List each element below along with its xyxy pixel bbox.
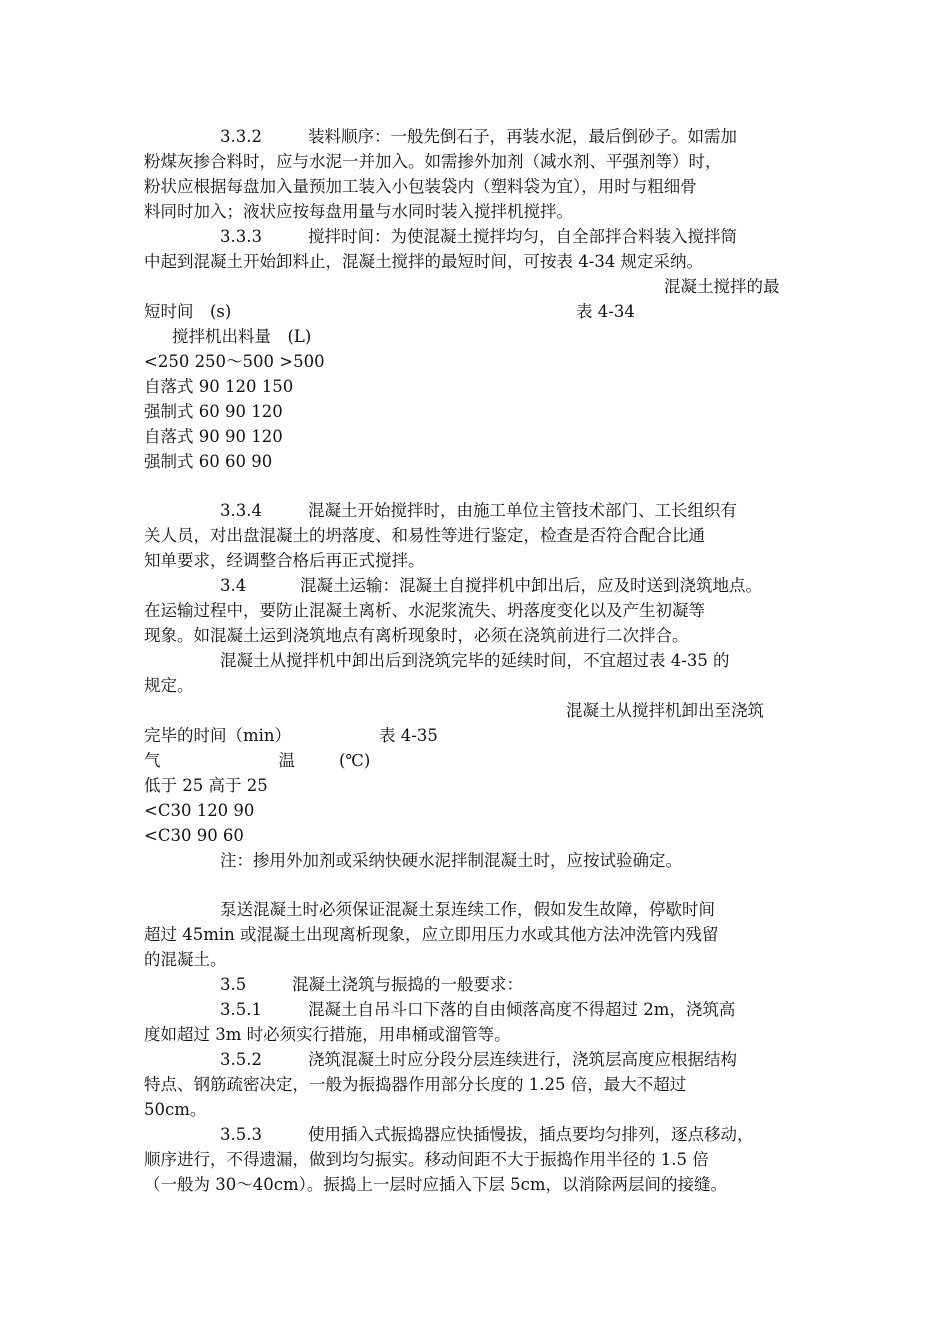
table-4-35-title-a: 混凝土从搅拌机卸出至浇筑 bbox=[566, 701, 764, 720]
para-3-3-2-line-3: 粉状应根据每盘加入量预加工装入小包装袋内（塑料袋为宜），用时与粗细骨 bbox=[144, 177, 697, 196]
para-3-3-2-line-2: 粉煤灰掺合料时，应与水泥一并加入。如需掺外加剂（减水剂、平强剂等）时， bbox=[144, 152, 722, 171]
para-text: 混凝土自吊斗口下落的自由倾落高度不得超过 2m，浇筑高 bbox=[308, 1000, 736, 1019]
section-number: 3.3.3 bbox=[220, 227, 262, 246]
table-4-34-number: 表 4-34 bbox=[576, 302, 635, 321]
para-3-5-1-line-2: 度如超过 3m 时必须实行措施，用串桶或溜管等。 bbox=[144, 1025, 511, 1044]
para-3-4-line-4: 混凝土从搅拌机中卸出后到浇筑完毕的延续时间，不宜超过表 4-35 的 bbox=[220, 651, 730, 670]
section-number: 3.3.2 bbox=[220, 127, 262, 146]
table-4-34-row-1: 搅拌机出料量 (L) bbox=[172, 327, 312, 346]
para-3-5-2-line-3: 50cm。 bbox=[144, 1100, 207, 1119]
header-cell: 气 bbox=[144, 751, 161, 770]
table-4-35-title-row bbox=[144, 723, 438, 748]
table-4-34-row-3: 自落式 90 120 150 bbox=[144, 377, 294, 396]
table-4-34-row-4: 强制式 60 90 120 bbox=[144, 402, 283, 421]
para-text: 搅拌时间：为使混凝土搅拌均匀，自全部拌合料装入搅拌筒 bbox=[308, 227, 737, 246]
section-number: 3.5.3 bbox=[220, 1125, 262, 1144]
table-4-35-row-3: <C30 120 90 bbox=[144, 801, 255, 820]
para-3-5-line-1 bbox=[220, 972, 523, 997]
para-text: 混凝土浇筑与振捣的一般要求： bbox=[292, 975, 523, 994]
para-3-4-line-5: 规定。 bbox=[144, 676, 194, 695]
para-3-4-line-3: 现象。如混凝土运到浇筑地点有离析现象时，必须在浇筑前进行二次拌合。 bbox=[144, 626, 689, 645]
document-page bbox=[144, 0, 810, 1344]
table-4-34-title-b: 短时间 (s) bbox=[144, 302, 232, 321]
para-3-5-1-line-1 bbox=[220, 997, 735, 1022]
header-cell: 温 bbox=[278, 751, 295, 770]
para-pump-line-3: 的混凝土。 bbox=[144, 950, 227, 969]
para-3-3-2-line-4: 料同时加入；液状应按每盘用量与水同时装入搅拌机搅拌。 bbox=[144, 202, 573, 221]
para-3-3-2-line-1 bbox=[220, 124, 737, 149]
para-3-5-3-line-2: 顺序进行，不得遗漏，做到均匀振实。移动间距不大于振捣作用半径的 1.5 倍 bbox=[144, 1150, 709, 1169]
table-4-35-row-4: <C30 90 60 bbox=[144, 826, 244, 845]
table-4-35-title-b: 完毕的时间（min） bbox=[144, 726, 292, 745]
para-text: 浇筑混凝土时应分段分层连续进行，浇筑层高度应根据结构 bbox=[308, 1050, 737, 1069]
table-4-34-title-row bbox=[144, 299, 635, 324]
table-4-34-title-a: 混凝土搅拌的最 bbox=[664, 277, 780, 296]
para-3-4-line-2: 在运输过程中，要防止混凝土离析、水泥浆流失、坍落度变化以及产生初凝等 bbox=[144, 601, 705, 620]
section-number: 3.5.1 bbox=[220, 1000, 262, 1019]
para-text: 装料顺序：一般先倒石子，再装水泥，最后倒砂子。如需加 bbox=[308, 127, 737, 146]
para-3-4-line-1 bbox=[220, 573, 762, 598]
table-4-35-row-2: 低于 25 高于 25 bbox=[144, 776, 268, 795]
para-3-5-3-line-3: （一般为 30～40cm）。振捣上一层时应插入下层 5cm，以消除两层间的接缝。 bbox=[144, 1175, 728, 1194]
para-3-3-3-line-2: 中起到混凝土开始卸料止，混凝土搅拌的最短时间，可按表 4-34 规定采纳。 bbox=[144, 252, 704, 271]
para-3-5-3-line-1 bbox=[220, 1122, 754, 1147]
para-3-3-4-line-2: 关人员，对出盘混凝土的坍落度、和易性等进行鉴定，检查是否符合配合比通 bbox=[144, 526, 705, 545]
para-text: 使用插入式振捣器应快插慢拔，插点要均匀排列，逐点移动， bbox=[308, 1125, 754, 1144]
section-number: 3.3.4 bbox=[220, 501, 262, 520]
para-text: 混凝土开始搅拌时，由施工单位主管技术部门、工长组织有 bbox=[308, 501, 737, 520]
para-3-5-2-line-1 bbox=[220, 1047, 737, 1072]
section-number: 3.4 bbox=[220, 576, 247, 595]
para-pump-line-1: 泵送混凝土时必须保证混凝土泵连续工作，假如发生故障，停歇时间 bbox=[220, 900, 715, 919]
table-4-35-note: 注：掺用外加剂或采纳快硬水泥拌制混凝土时，应按试验确定。 bbox=[220, 851, 682, 870]
section-number: 3.5 bbox=[220, 975, 247, 994]
para-text: 混凝土运输：混凝土自搅拌机中卸出后，应及时送到浇筑地点。 bbox=[300, 576, 762, 595]
para-3-5-2-line-2: 特点、钢筋疏密决定，一般为振捣器作用部分长度的 1.25 倍，最大不超过 bbox=[144, 1075, 687, 1094]
para-3-3-4-line-3: 知单要求，经调整合格后再正式搅拌。 bbox=[144, 551, 425, 570]
para-pump-line-2: 超过 45min 或混凝土出现离析现象，应立即用压力水或其他方法冲洗管内残留 bbox=[144, 925, 719, 944]
table-4-35-row-1 bbox=[144, 748, 370, 773]
table-4-35-number: 表 4-35 bbox=[379, 726, 438, 745]
section-number: 3.5.2 bbox=[220, 1050, 262, 1069]
table-4-34-row-6: 强制式 60 60 90 bbox=[144, 452, 273, 471]
header-cell: (℃) bbox=[339, 751, 371, 770]
para-3-3-3-line-1 bbox=[220, 224, 737, 249]
table-4-34-row-5: 自落式 90 90 120 bbox=[144, 427, 283, 446]
table-4-34-row-2: <250 250～500 >500 bbox=[144, 352, 325, 371]
para-3-3-4-line-1 bbox=[220, 498, 737, 523]
